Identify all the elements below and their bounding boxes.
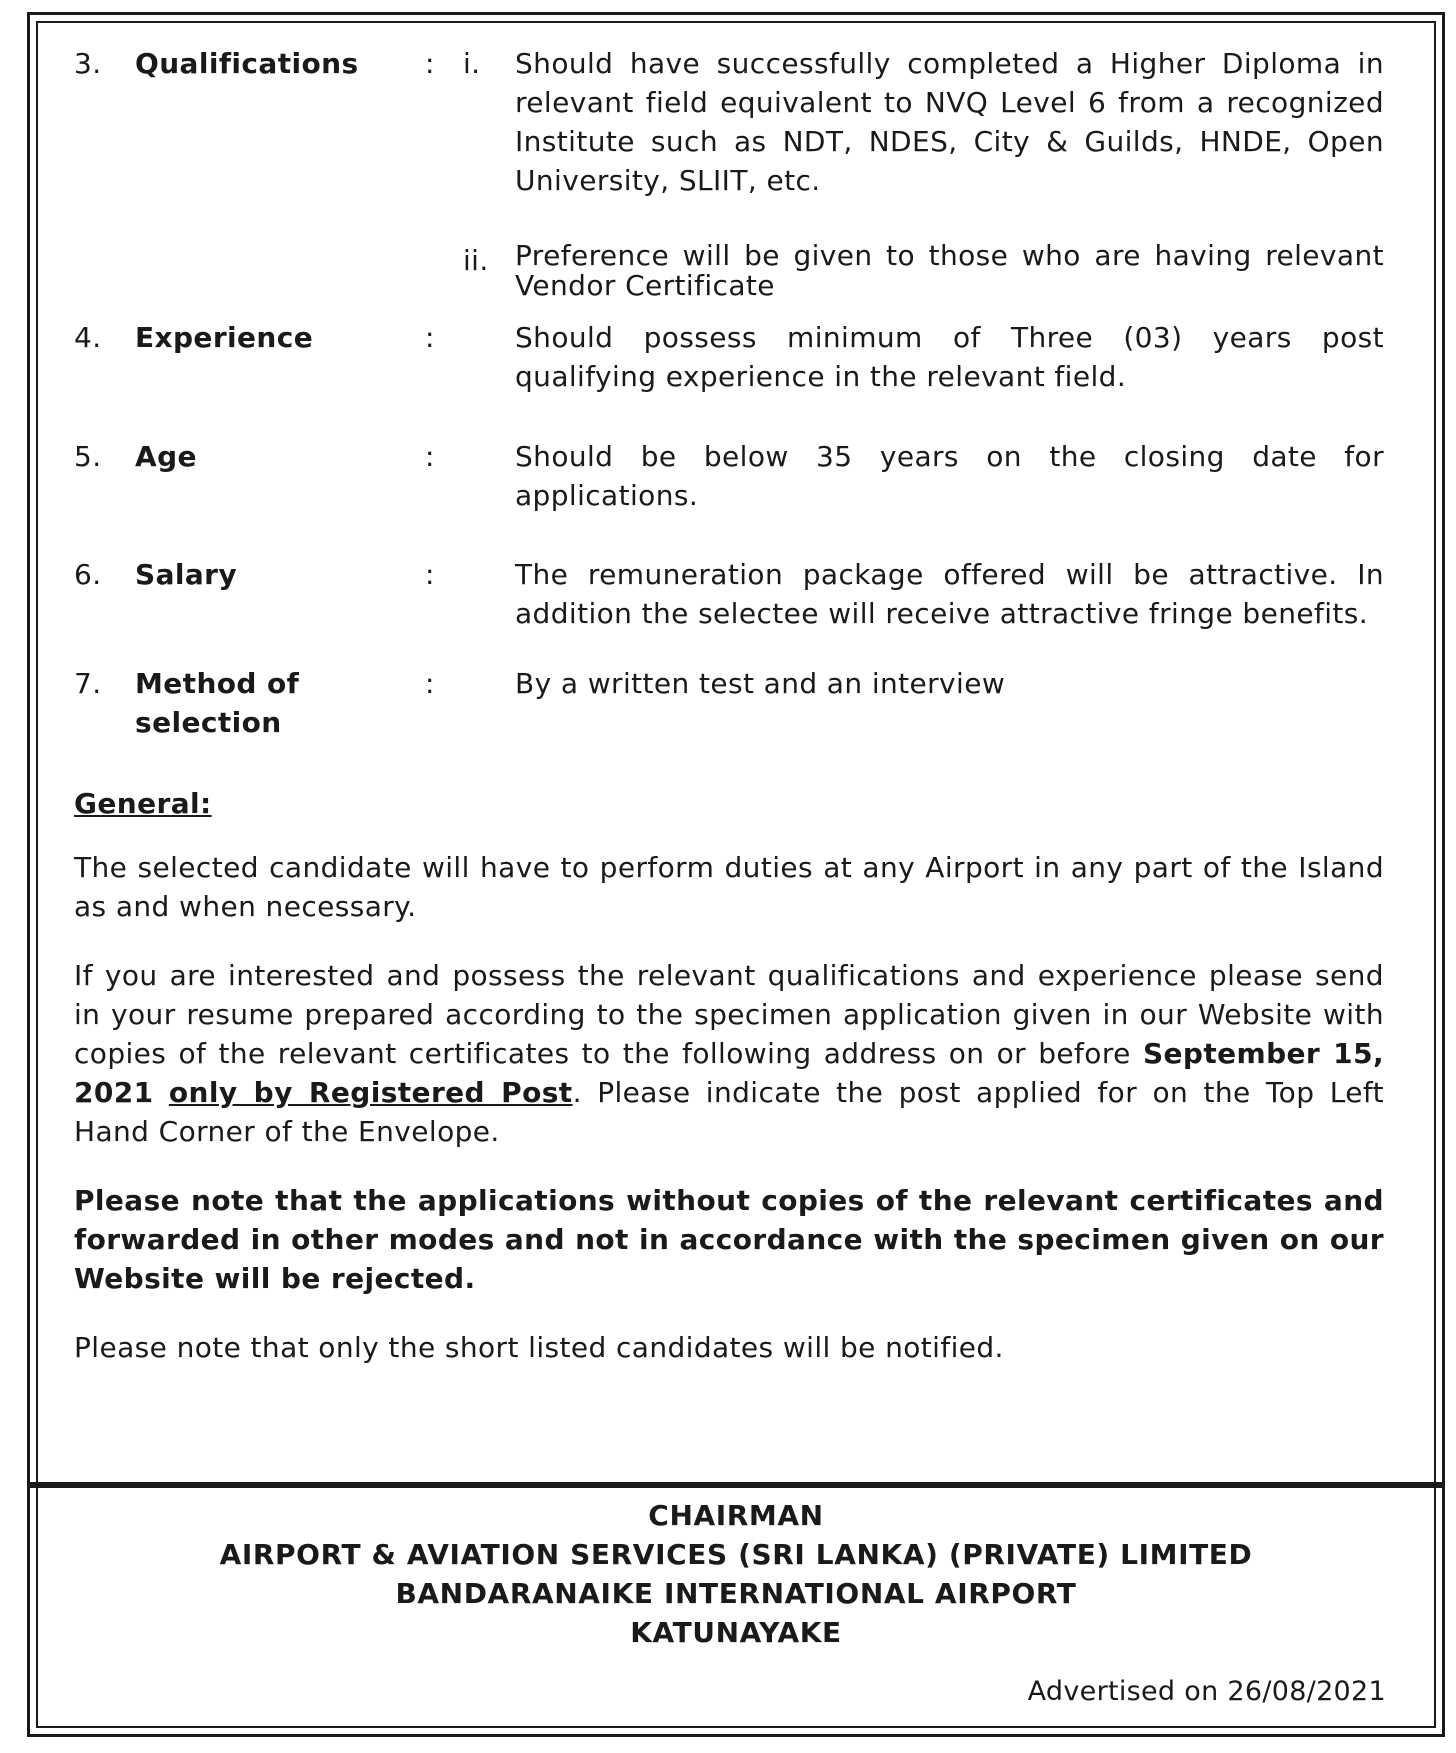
footer-address [36, 1496, 1436, 1652]
shortlist-notice: Please note that only the short listed candidates will be notified. [74, 1331, 1004, 1364]
item-age [74, 437, 1384, 515]
application-text: If you are interested and possess the relevant qualifications and experience please send in your resume prepared according to the specimen application given in our Website with copies of the relevant certificates to the following address on or before [74, 959, 1384, 1070]
footer-divider [30, 1482, 1442, 1488]
footer-line: KATUNAYAKE [630, 1616, 842, 1649]
item-number: 4. [74, 321, 102, 354]
subitem-marker: i. [463, 47, 481, 80]
item-colon: : [425, 667, 435, 700]
subitem-text: Preference will be given to those who are having relevant Vendor Certificate [515, 239, 1384, 302]
item-number: 3. [74, 47, 102, 80]
item-text: Should be below 35 years on the closing date for applications. [515, 440, 1384, 512]
item-colon: : [425, 558, 435, 591]
spacer [154, 1076, 169, 1109]
item-qualifications-ii [74, 241, 1384, 301]
item-colon: : [425, 47, 435, 80]
item-colon: : [425, 321, 435, 354]
registered-post-note: only by Registered Post [168, 1076, 573, 1109]
item-label: Qualifications [135, 47, 359, 80]
item-number: 5. [74, 440, 102, 473]
item-colon: : [425, 440, 435, 473]
application-paragraph [74, 956, 1384, 1151]
item-experience [74, 318, 1384, 396]
item-text: The remuneration package offered will be attractive. In addition the selectee will receive attractive fringe benefits. [515, 558, 1384, 630]
item-label: Age [135, 440, 197, 473]
rejection-notice: Please note that the applications without copies of the relevant certificates and forwarded in other modes and not in accordance with the specimen given on our Website will be rejected. [74, 1184, 1384, 1295]
footer-line: CHAIRMAN [648, 1499, 824, 1532]
subitem-text: Should have successfully completed a Higher Diploma in relevant field equivalent to NVQ Level 6 from a recognized Institute such as NDT, NDES, City & Guilds, HNDE, Open University, SLIIT, etc. [515, 47, 1384, 197]
advertised-date: Advertised on 26/08/2021 [1027, 1676, 1386, 1707]
item-label: Experience [135, 321, 314, 354]
general-paragraph: The selected candidate will have to perform duties at any Airport in any part of the Island as and when necessary. [74, 851, 1384, 923]
item-label: Salary [135, 558, 238, 591]
subitem-marker: ii. [463, 244, 489, 277]
item-qualifications [74, 44, 1384, 200]
footer-line: BANDARANAIKE INTERNATIONAL AIRPORT [395, 1577, 1077, 1610]
item-label-line: selection [135, 706, 282, 739]
item-text: Should possess minimum of Three (03) years post qualifying experience in the relevant field. [515, 321, 1384, 393]
item-number: 6. [74, 558, 102, 591]
item-method-of-selection [74, 664, 1384, 742]
item-label-line: Method of [135, 667, 300, 700]
footer-line: AIRPORT & AVIATION SERVICES (SRI LANKA) (PRIVATE) LIMITED [219, 1538, 1253, 1571]
general-heading: General: [74, 787, 212, 820]
application-text: . Please indicate the post applied for on the Top Left Hand Corner of the Envelope. [74, 1076, 1384, 1148]
closing-date: September 15, 2021 [74, 1037, 1384, 1109]
item-salary [74, 555, 1384, 633]
item-label [135, 664, 425, 742]
item-text: By a written test and an interview [515, 667, 1006, 700]
document-body [74, 44, 1384, 1367]
item-number: 7. [74, 667, 102, 700]
